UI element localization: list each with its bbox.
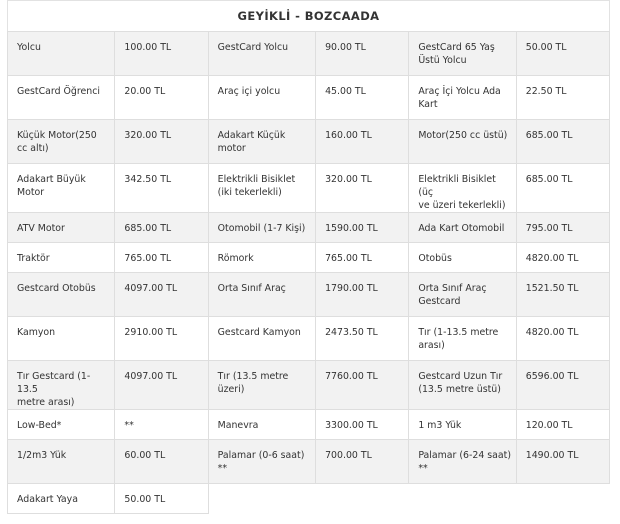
fare-price: 685.00 TL: [124, 223, 172, 234]
fare-label-cell: [208, 440, 315, 484]
fare-label-cell: [409, 361, 516, 410]
fare-price-cell: [316, 76, 409, 120]
fare-label: Palamar (6-24 saat) **: [418, 450, 511, 474]
fare-price: 685.00 TL: [525, 174, 573, 185]
fare-price: 45.00 TL: [325, 86, 366, 97]
fare-price: 1521.50 TL: [525, 283, 579, 294]
fare-label-cell: [8, 484, 115, 514]
empty-cell: [208, 484, 409, 514]
fare-label-cell: [409, 410, 516, 440]
fare-label-cell: [8, 32, 115, 76]
fare-price: 50.00 TL: [124, 494, 166, 505]
fare-price-cell: [516, 32, 609, 76]
fare-label: GestCard Öğrenci: [17, 86, 100, 97]
fare-label-cell: [8, 164, 115, 213]
table-row: [8, 361, 610, 410]
fare-price-cell: [516, 120, 609, 164]
fare-label-cell: [8, 361, 115, 410]
route-title-bar: [7, 0, 610, 31]
fare-label-cell: [409, 213, 516, 243]
fare-price: 100.00 TL: [124, 42, 172, 53]
fare-label: Adakart Yaya: [17, 494, 78, 505]
table-row: [8, 273, 610, 317]
fare-label-cell: [8, 273, 115, 317]
fare-label: Orta Sınıf Araç: [217, 283, 286, 294]
fare-label-cell: [409, 243, 516, 273]
fare-label-cell: [409, 164, 516, 213]
fare-price: 795.00 TL: [525, 223, 573, 234]
fare-label-cell: [8, 243, 115, 273]
fare-price-cell: [115, 484, 208, 514]
table-row: [8, 164, 610, 213]
fare-label: GestCard Yolcu: [217, 42, 289, 53]
fare-price-cell: [115, 361, 208, 410]
fare-label: Tır (1-13.5 metre arası): [418, 327, 499, 351]
fare-price: 4820.00 TL: [525, 327, 579, 338]
fare-label-cell: [208, 317, 315, 361]
fare-label-cell: [208, 164, 315, 213]
fare-price: 50.00 TL: [525, 42, 567, 53]
fare-label: Otobüs: [418, 253, 452, 264]
fare-label: Low-Bed*: [17, 420, 62, 431]
fare-label-cell: [208, 76, 315, 120]
fare-price: 4097.00 TL: [124, 371, 178, 382]
fare-label-cell: [208, 273, 315, 317]
table-row: [8, 213, 610, 243]
fare-price-cell: [115, 213, 208, 243]
fare-label: ATV Motor: [17, 223, 65, 234]
table-row: [8, 484, 610, 514]
fare-label-cell: [208, 32, 315, 76]
fare-price: 685.00 TL: [525, 130, 573, 141]
fare-price: 22.50 TL: [525, 86, 567, 97]
fare-label-cell: [208, 213, 315, 243]
fare-label-cell: [8, 440, 115, 484]
fare-label: Traktör: [17, 253, 50, 264]
fare-price: 120.00 TL: [525, 420, 573, 431]
fare-price-cell: [115, 120, 208, 164]
fare-label-cell: [409, 76, 516, 120]
fare-price-cell: [316, 32, 409, 76]
fare-price: 320.00 TL: [124, 130, 172, 141]
fare-price-cell: [516, 213, 609, 243]
fare-price: 2910.00 TL: [124, 327, 178, 338]
table-row: [8, 32, 610, 76]
fare-price: 2473.50 TL: [325, 327, 378, 338]
table-row: [8, 317, 610, 361]
fare-table-panel: [7, 0, 610, 514]
fare-price-cell: [115, 32, 208, 76]
fare-label: Tır Gestcard (1-13.5 metre arası): [17, 371, 91, 408]
fare-price: 6596.00 TL: [525, 371, 579, 382]
fare-label: Kamyon: [17, 327, 56, 338]
fare-label: Otomobil (1-7 Kişi): [217, 223, 306, 234]
fare-label: Adakart Küçük motor: [217, 130, 286, 154]
fare-price-cell: [115, 243, 208, 273]
route-title: GEYİKLİ - BOZCAADA: [237, 9, 380, 23]
table-row: [8, 76, 610, 120]
fare-label-cell: [8, 120, 115, 164]
fare-label: Römork: [217, 253, 254, 264]
fare-price: 1790.00 TL: [325, 283, 378, 294]
fare-price-cell: [316, 440, 409, 484]
fare-price-cell: [316, 410, 409, 440]
fare-label: Yolcu: [17, 42, 41, 53]
fare-price: 3300.00 TL: [325, 420, 378, 431]
table-row: [8, 243, 610, 273]
fare-price: 700.00 TL: [325, 450, 372, 461]
fare-price: 90.00 TL: [325, 42, 366, 53]
fare-label-cell: [8, 410, 115, 440]
fare-price: 1590.00 TL: [325, 223, 378, 234]
fare-price: 320.00 TL: [325, 174, 372, 185]
fare-price-cell: [316, 361, 409, 410]
fare-label-cell: [8, 317, 115, 361]
fare-price-cell: [115, 410, 208, 440]
fare-label: Palamar (0-6 saat) **: [217, 450, 305, 474]
fare-label: Elektrikli Bisiklet (üç ve üzeri tekerlekli): [418, 174, 506, 211]
fare-label: Manevra: [217, 420, 259, 431]
fare-label-cell: [208, 120, 315, 164]
fare-price: 7760.00 TL: [325, 371, 378, 382]
fare-label-cell: [409, 440, 516, 484]
empty-cell: [409, 484, 610, 514]
table-row: [8, 410, 610, 440]
fare-price: **: [124, 420, 134, 431]
fare-label-cell: [208, 410, 315, 440]
table-row: [8, 120, 610, 164]
fare-price-cell: [316, 164, 409, 213]
fare-price-cell: [316, 273, 409, 317]
fare-label-cell: [409, 120, 516, 164]
fare-price: 765.00 TL: [124, 253, 172, 264]
fare-label: Orta Sınıf Araç Gestcard: [418, 283, 487, 307]
fare-label: Gestcard Uzun Tır (13.5 metre üstü): [418, 371, 503, 395]
fare-label-cell: [409, 32, 516, 76]
fare-label: Araç İçi Yolcu Ada Kart: [418, 86, 501, 110]
fare-label: GestCard 65 Yaş Üstü Yolcu: [418, 42, 495, 66]
fare-label-cell: [8, 76, 115, 120]
fare-label: Adakart Büyük Motor: [17, 174, 86, 198]
fare-label: Araç içi yolcu: [217, 86, 281, 97]
fare-price-cell: [316, 243, 409, 273]
fare-price-cell: [115, 317, 208, 361]
fare-label: 1 m3 Yük: [418, 420, 462, 431]
fare-label: Elektrikli Bisiklet (iki tekerlekli): [217, 174, 296, 198]
fare-price: 20.00 TL: [124, 86, 166, 97]
fare-label-cell: [8, 213, 115, 243]
fare-price-cell: [516, 410, 609, 440]
fare-price-cell: [115, 273, 208, 317]
fare-label: 1/2m3 Yük: [17, 450, 67, 461]
fare-price-cell: [316, 317, 409, 361]
fare-price-cell: [516, 164, 609, 213]
fare-label: Gestcard Kamyon: [217, 327, 301, 338]
fare-price-cell: [115, 440, 208, 484]
table-row: [8, 440, 610, 484]
fare-price: 1490.00 TL: [525, 450, 579, 461]
fare-label: Gestcard Otobüs: [17, 283, 96, 294]
fare-price: 342.50 TL: [124, 174, 172, 185]
fare-price-cell: [516, 361, 609, 410]
fare-price-cell: [316, 120, 409, 164]
fare-label: Küçük Motor(250 cc altı): [17, 130, 97, 154]
fare-price: 4097.00 TL: [124, 283, 178, 294]
fare-label-cell: [208, 361, 315, 410]
fare-label-cell: [409, 317, 516, 361]
fare-price: 60.00 TL: [124, 450, 166, 461]
fare-label: Ada Kart Otomobil: [418, 223, 505, 234]
fare-price-cell: [516, 273, 609, 317]
fare-table: [7, 31, 610, 514]
fare-label: Tır (13.5 metre üzeri): [217, 371, 289, 395]
fare-label-cell: [409, 273, 516, 317]
fare-price: 4820.00 TL: [525, 253, 579, 264]
fare-price-cell: [516, 243, 609, 273]
fare-label: Motor(250 cc üstü): [418, 130, 508, 141]
fare-price-cell: [516, 440, 609, 484]
fare-price-cell: [115, 76, 208, 120]
fare-price: 765.00 TL: [325, 253, 372, 264]
fare-price-cell: [316, 213, 409, 243]
fare-price-cell: [516, 76, 609, 120]
fare-label-cell: [208, 243, 315, 273]
fare-price-cell: [115, 164, 208, 213]
fare-price-cell: [516, 317, 609, 361]
fare-price: 160.00 TL: [325, 130, 372, 141]
